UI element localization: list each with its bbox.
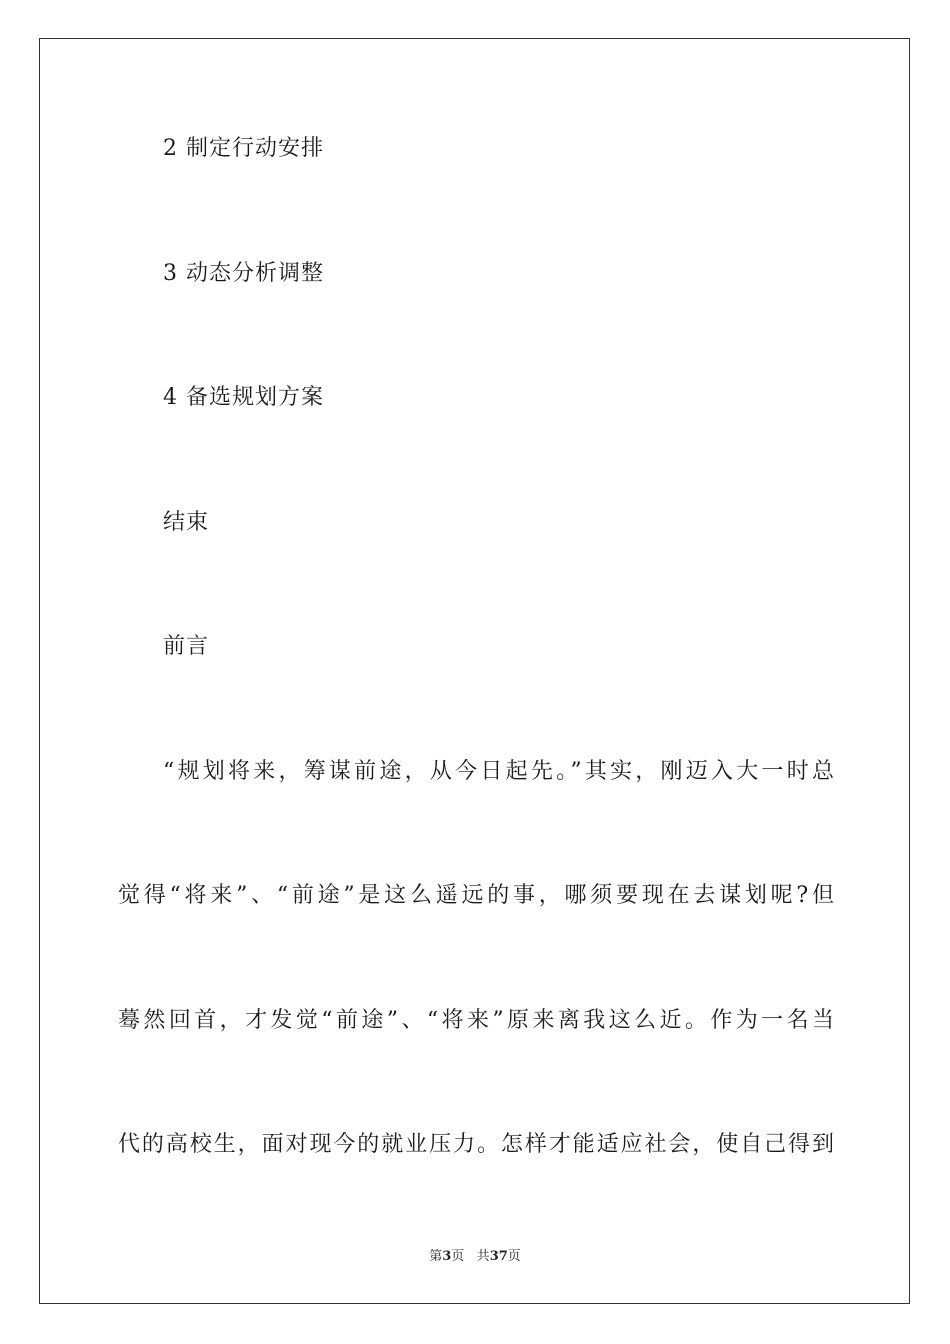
page-border bbox=[39, 38, 910, 1304]
footer-page-suffix: 页 bbox=[451, 1249, 465, 1264]
footer-total-suffix: 页 bbox=[507, 1249, 521, 1264]
paragraph-line-4: 代的高校生，面对现今的就业压力。怎样才能适应社会，使自己得到 bbox=[118, 1132, 834, 1157]
page-footer bbox=[0, 1248, 950, 1266]
footer-page-prefix: 第 bbox=[429, 1249, 443, 1264]
outline-item-4: 4 备选规划方案 bbox=[163, 385, 324, 410]
outline-item-3: 3 动态分析调整 bbox=[163, 261, 324, 286]
outline-item-2: 2 制定行动安排 bbox=[163, 136, 324, 161]
outline-item-end: 结束 bbox=[163, 510, 210, 535]
section-heading-preface: 前言 bbox=[163, 634, 210, 659]
footer-page-number: 3 bbox=[442, 1249, 452, 1264]
paragraph-line-2: 觉得“将来”、“前途”是这么遥远的事，哪须要现在去谋划呢?但 bbox=[118, 883, 834, 908]
paragraph-line-3: 蓦然回首，才发觉“前途”、“将来”原来离我这么近。作为一名当 bbox=[118, 1008, 834, 1033]
paragraph-line-1: “规划将来，筹谋前途，从今日起先。”其实，刚迈入大一时总 bbox=[163, 759, 834, 784]
footer-total-pages: 37 bbox=[489, 1249, 508, 1264]
footer-total-prefix: 共 bbox=[476, 1249, 490, 1264]
